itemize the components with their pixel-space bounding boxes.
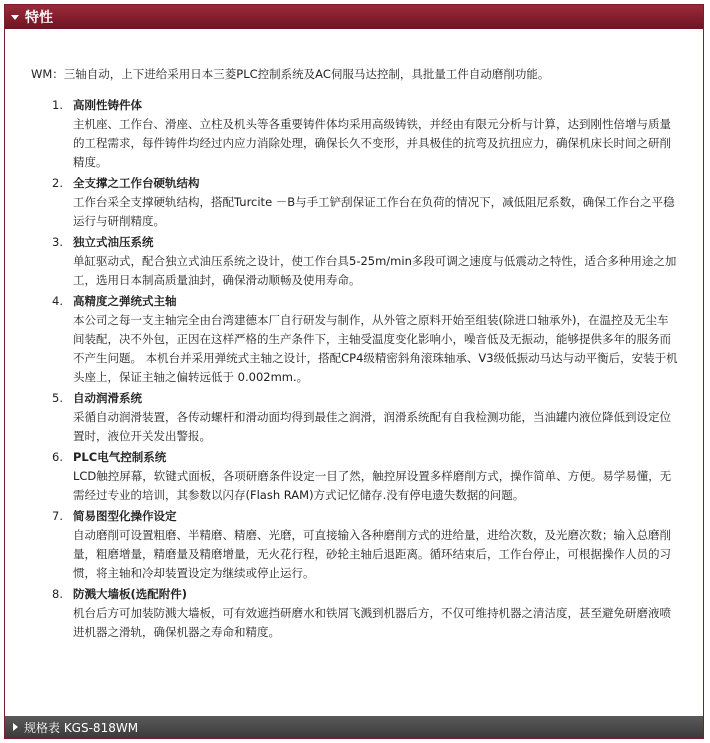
feature-body xyxy=(73,585,685,642)
feature-title: 全支撑之工作台硬轨结构 xyxy=(73,176,200,190)
feature-item xyxy=(31,174,685,231)
collapse-triangle-icon xyxy=(11,15,19,20)
feature-body xyxy=(73,448,685,505)
feature-title: 自动润滑系统 xyxy=(73,391,142,405)
feature-title: 高精度之弹统式主轴 xyxy=(73,294,177,308)
feature-item xyxy=(31,507,685,583)
feature-number: 8. xyxy=(52,587,63,601)
intro-paragraph: WM：三轴自动，上下进给采用日本三菱PLC控制系统及AC伺服马达控制，具批量工件自动磨削功能。 xyxy=(31,67,550,81)
feature-body xyxy=(73,389,685,446)
section-title: 特性 xyxy=(25,10,53,26)
spec-table-title: 规格表 KGS-818WM xyxy=(24,720,139,735)
feature-item xyxy=(31,448,685,505)
feature-number: 2. xyxy=(52,176,63,190)
feature-item xyxy=(31,292,685,387)
feature-number: 7. xyxy=(52,509,63,523)
feature-number: 1. xyxy=(52,98,63,112)
feature-number: 3. xyxy=(52,235,63,249)
feature-description: 采循自动润滑装置，各传动螺杆和滑动面均得到最佳之润滑，润滑系统配有自我检测功能，当油罐内液位降低到设定位置时，液位开关发出警报。 xyxy=(73,410,671,443)
feature-body xyxy=(73,292,685,387)
feature-description: 单缸驱动式，配合独立式油压系统之设计，使工作台具5-25m/min多段可调之速度与低震动之特性，适合多种用途之加工，选用日本制高质量油封，确保滑动顺畅及使用寿命。 xyxy=(73,254,677,287)
feature-number: 6. xyxy=(52,450,63,464)
feature-description: 机台后方可加装防溅大墙板，可有效遮挡研磨水和铁屑飞溅到机器后方，不仅可维持机器之清洁度，甚至避免研磨液喷进机器之滑轨，确保机器之寿命和精度。 xyxy=(73,606,671,639)
features-section-header[interactable] xyxy=(5,5,703,29)
feature-item xyxy=(31,96,685,172)
feature-number: 5. xyxy=(52,391,63,405)
feature-list xyxy=(31,96,685,642)
expand-triangle-icon xyxy=(13,723,18,731)
feature-title: 防溅大墙板(选配附件) xyxy=(73,587,188,601)
feature-description: 工作台采全支撑硬轨结构，搭配Turcite －B与手工铲刮保证工作台在负荷的情况下，减低阻尼系数，确保工作台之平稳运行与研削精度。 xyxy=(73,195,675,228)
feature-description: LCD触控屏幕，软键式面板，各项研磨条件设定一目了然，触控屏设置多样磨削方式，操作简单、方便。易学易懂，无需经过专业的培训，其参数以闪存(Flash RAM)方式记忆储存.没有停电遗失数据的问题。 xyxy=(73,469,672,502)
feature-item xyxy=(31,233,685,290)
feature-title: PLC电气控制系统 xyxy=(73,450,167,464)
feature-body xyxy=(73,233,685,290)
spec-table-header[interactable] xyxy=(5,716,703,738)
feature-description: 自动磨削可设置粗磨、半精磨、精磨、光磨，可直接输入各种磨削方式的进给量，进给次数，及光磨次数；输入总磨削量，粗磨增量，精磨量及精磨增量，无火花行程，砂轮主轴后退距离。循环结束后，工作台停止，可根据操作人员的习惯，将主轴和冷却装置设定为继续或停止运行。 xyxy=(73,528,671,580)
features-panel xyxy=(4,4,704,739)
feature-item xyxy=(31,585,685,642)
feature-description: 主机座、工作台、滑座、立柱及机头等各重要铸件体均采用高级铸铁，并经由有限元分析与计算，达到刚性倍增与质量的工程需求，每件铸件均经过内应力消除处理，确保长久不变形，并具极佳的抗弯及抗扭应力，确保机床长时间之研削精度。 xyxy=(73,117,671,169)
feature-body xyxy=(73,96,685,172)
feature-title: 高刚性铸件体 xyxy=(73,98,142,112)
feature-item xyxy=(31,389,685,446)
feature-title: 独立式油压系统 xyxy=(73,235,154,249)
feature-number: 4. xyxy=(52,294,63,308)
feature-body xyxy=(73,507,685,583)
feature-title: 简易图型化操作设定 xyxy=(73,509,177,523)
feature-body xyxy=(73,174,685,231)
features-content xyxy=(5,29,703,642)
feature-description: 本公司之每一支主轴完全由台湾建德本厂自行研发与制作，从外管之原料开始至组装(除进口轴承外)，在温控及无尘车间装配，决不外包，正因在这样严格的生产条件下，主轴受温度变化影响小，噪音低及无振动，能够提供多年的服务而不产生问题。 本机台并采用弹统式主轴之设计，搭配CP4级精密斜角滚珠轴承、V3级低振动马达与动平衡后，安装于机头座上，保证主轴之偏转远低于 0.002mm.。 xyxy=(73,313,678,384)
